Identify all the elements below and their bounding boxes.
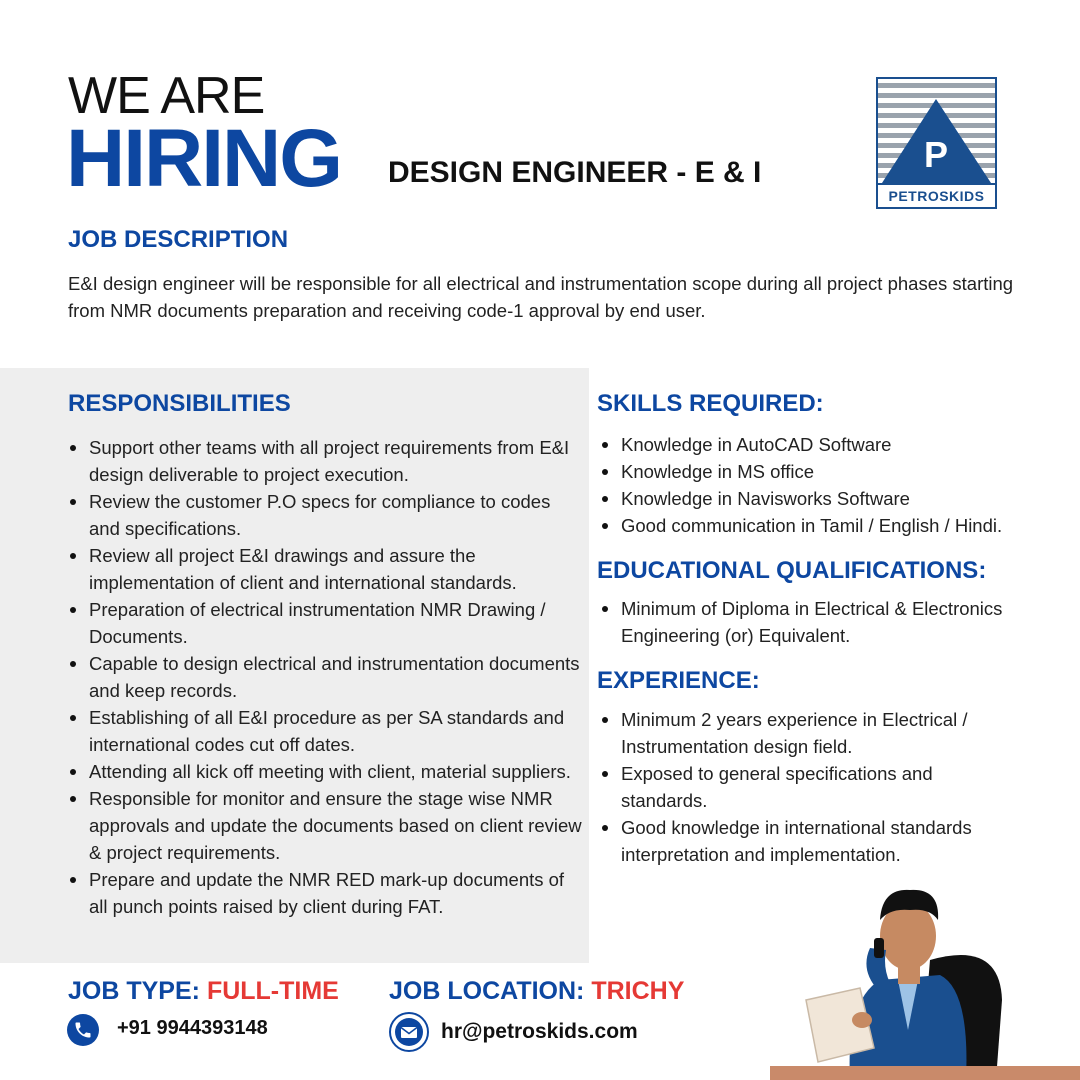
job-description-text: E&I design engineer will be responsible for all electrical and instrumentation scope during all project phases starting from NMR documents preparation and receiving code-1 approval by end user.	[68, 273, 1014, 321]
job-description-title: JOB DESCRIPTION	[68, 226, 289, 253]
petroskids-logo	[876, 77, 997, 209]
list-item: Capable to design electrical and instrumentation documents and keep records.	[68, 650, 583, 704]
education-title: EDUCATIONAL QUALIFICATIONS:	[597, 557, 987, 584]
job-location-label: JOB LOCATION:	[389, 977, 585, 1005]
list-item: Knowledge in Navisworks Software	[600, 485, 1060, 512]
skills-list	[600, 431, 1060, 539]
logo-text: PETROSKIDS	[878, 183, 995, 207]
list-item: Responsible for monitor and ensure the stage wise NMR approvals and update the documents based on client review & project requirements.	[68, 785, 583, 866]
list-item: Establishing of all E&I procedure as per SA standards and international codes cut off dates.	[68, 704, 583, 758]
list-item: Exposed to general specifications and standards.	[600, 760, 1020, 814]
list-item: Good communication in Tamil / English / Hindi.	[600, 512, 1060, 539]
list-item: Minimum 2 years experience in Electrical / Instrumentation design field.	[600, 706, 1020, 760]
education-list	[600, 595, 1040, 649]
list-item: Attending all kick off meeting with client, material suppliers.	[68, 758, 583, 785]
skills-title: SKILLS REQUIRED:	[597, 390, 824, 417]
job-location	[389, 977, 684, 1006]
experience-title: EXPERIENCE:	[597, 667, 760, 694]
responsibilities-title: RESPONSIBILITIES	[68, 390, 291, 417]
email-link[interactable]: hr@petroskids.com	[441, 1020, 638, 1043]
experience-list	[600, 706, 1020, 868]
mail-icon	[389, 1012, 429, 1052]
list-item: Review the customer P.O specs for compliance to codes and specifications.	[68, 488, 583, 542]
responsibilities-list	[68, 434, 583, 920]
job-location-value: TRICHY	[591, 977, 685, 1005]
list-item: Prepare and update the NMR RED mark-up documents of all punch points raised by client during FAT.	[68, 866, 583, 920]
logo-letter: P	[923, 134, 949, 175]
person-on-phone-illustration	[770, 880, 1080, 1080]
we-are-heading: WE ARE	[68, 67, 265, 125]
list-item: Minimum of Diploma in Electrical & Electronics Engineering (or) Equivalent.	[600, 595, 1040, 649]
job-type-value: FULL-TIME	[206, 977, 339, 1005]
job-role-title: DESIGN ENGINEER - E & I	[388, 156, 762, 189]
list-item: Knowledge in AutoCAD Software	[600, 431, 1060, 458]
phone-icon	[67, 1014, 99, 1046]
logo-mark	[878, 79, 995, 183]
list-item: Support other teams with all project requirements from E&I design deliverable to project execution.	[68, 434, 583, 488]
list-item: Good knowledge in international standards interpretation and implementation.	[600, 814, 1020, 868]
job-type-label: JOB TYPE:	[68, 977, 200, 1005]
job-type	[68, 977, 339, 1006]
phone-number-link[interactable]: +91 9944393148	[117, 1017, 268, 1039]
list-item: Knowledge in MS office	[600, 458, 1060, 485]
list-item: Review all project E&I drawings and assure the implementation of client and international standards.	[68, 542, 583, 596]
list-item: Preparation of electrical instrumentation NMR Drawing / Documents.	[68, 596, 583, 650]
hiring-heading: HIRING	[66, 113, 341, 204]
